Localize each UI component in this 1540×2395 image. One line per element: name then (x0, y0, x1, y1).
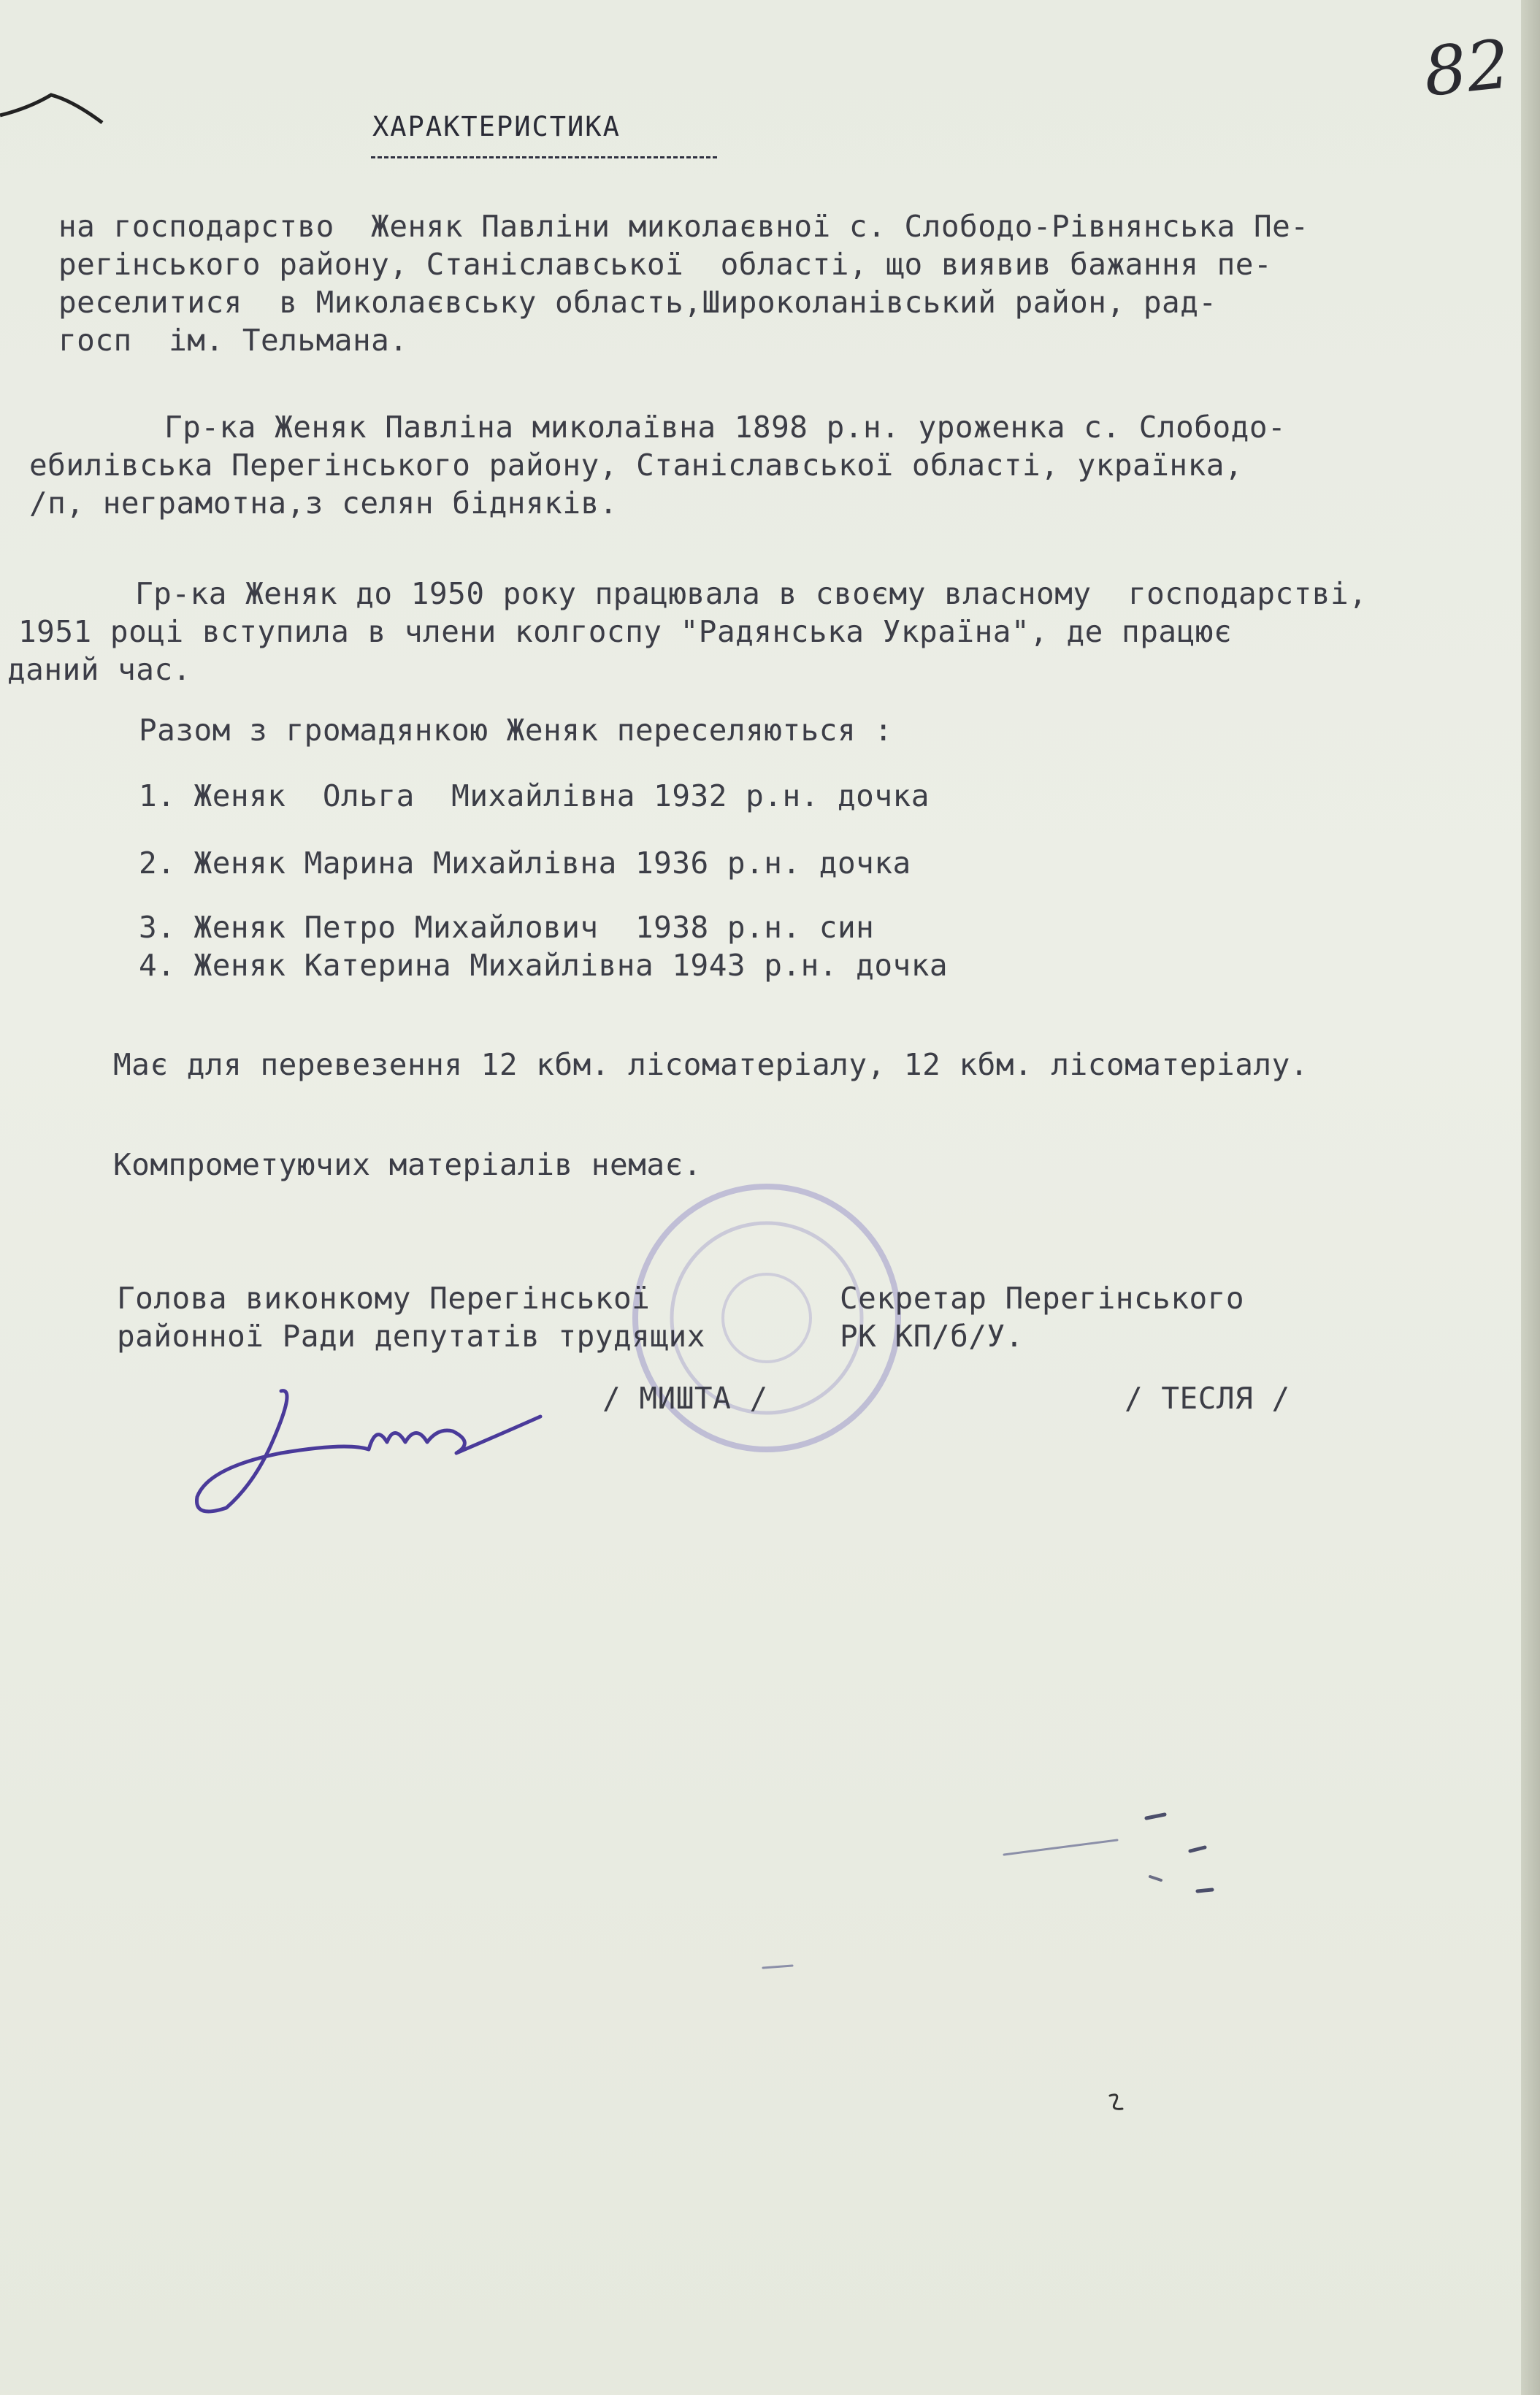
right-signatory-title: РК КП/б/У. (840, 1319, 1024, 1354)
page-number: 82 (1420, 25, 1514, 112)
family-member: 4. Женяк Катерина Михайлівна 1943 р.н. дочка (139, 948, 949, 983)
corner-pencil-mark (0, 86, 110, 137)
left-signatory-title: районної Ради депутатів трудящих (117, 1319, 705, 1354)
transport-line: Має для перевезення 12 кбм. лісоматеріалу, 12 кбм. лісоматеріалу. (113, 1047, 1309, 1082)
family-member: 2. Женяк Марина Михайлівна 1936 р.н. дочка (139, 846, 911, 881)
official-stamp (624, 1176, 909, 1460)
intro-line: госп ім. Тельмана. (58, 323, 408, 358)
right-signatory-name: / ТЕСЛЯ / (1125, 1381, 1290, 1416)
paragraph-line: /п, неграмотна,з селян бідняків. (29, 486, 618, 521)
right-signatory-title: Секретар Перегінського (840, 1281, 1245, 1316)
document-title: ХАРАКТЕРИСТИКА (372, 111, 621, 142)
compromising-line: Компрометуючих матеріалів немає. (113, 1147, 702, 1182)
pencil-mark (759, 1957, 803, 1979)
intro-line: регінського району, Станіславської області, що виявив бажання пе- (58, 247, 1273, 282)
title-underline (371, 156, 717, 158)
family-member: 1. Женяк Ольга Михайлівна 1932 р.н. дочка (139, 778, 930, 813)
family-member: 3. Женяк Петро Михайлович 1938 р.н. син (139, 910, 875, 945)
handwritten-signature (186, 1373, 544, 1526)
pencil-mark (1106, 2088, 1128, 2118)
pencil-marks (993, 1804, 1234, 1993)
left-signatory-title: Голова виконкому Перегінської (117, 1281, 651, 1316)
paragraph-line: ебилівська Перегінського району, Станіславської області, українка, (29, 448, 1244, 483)
intro-line: на господарство Женяк Павліни миколаєвної с. Слободо-Рівнянська Пе- (58, 209, 1309, 244)
paragraph-line: Гр-ка Женяк до 1950 року працювала в своєму власному господарстві, (135, 576, 1368, 611)
paragraph-line: Гр-ка Женяк Павліна миколаївна 1898 р.н. уроженка с. Слободо- (164, 410, 1287, 445)
paragraph-line: даний час. (7, 652, 191, 687)
intro-line: реселитися в Миколаєвську область,Широколанівський район, рад- (58, 285, 1217, 320)
paragraph-line: 1951 році вступила в члени колгоспу "Радянська Україна", де працює (18, 614, 1233, 649)
left-signatory-name: / МИШТА / (602, 1381, 768, 1416)
family-intro: Разом з громадянкою Женяк переселяються : (139, 713, 893, 748)
page-edge (1521, 0, 1540, 2395)
